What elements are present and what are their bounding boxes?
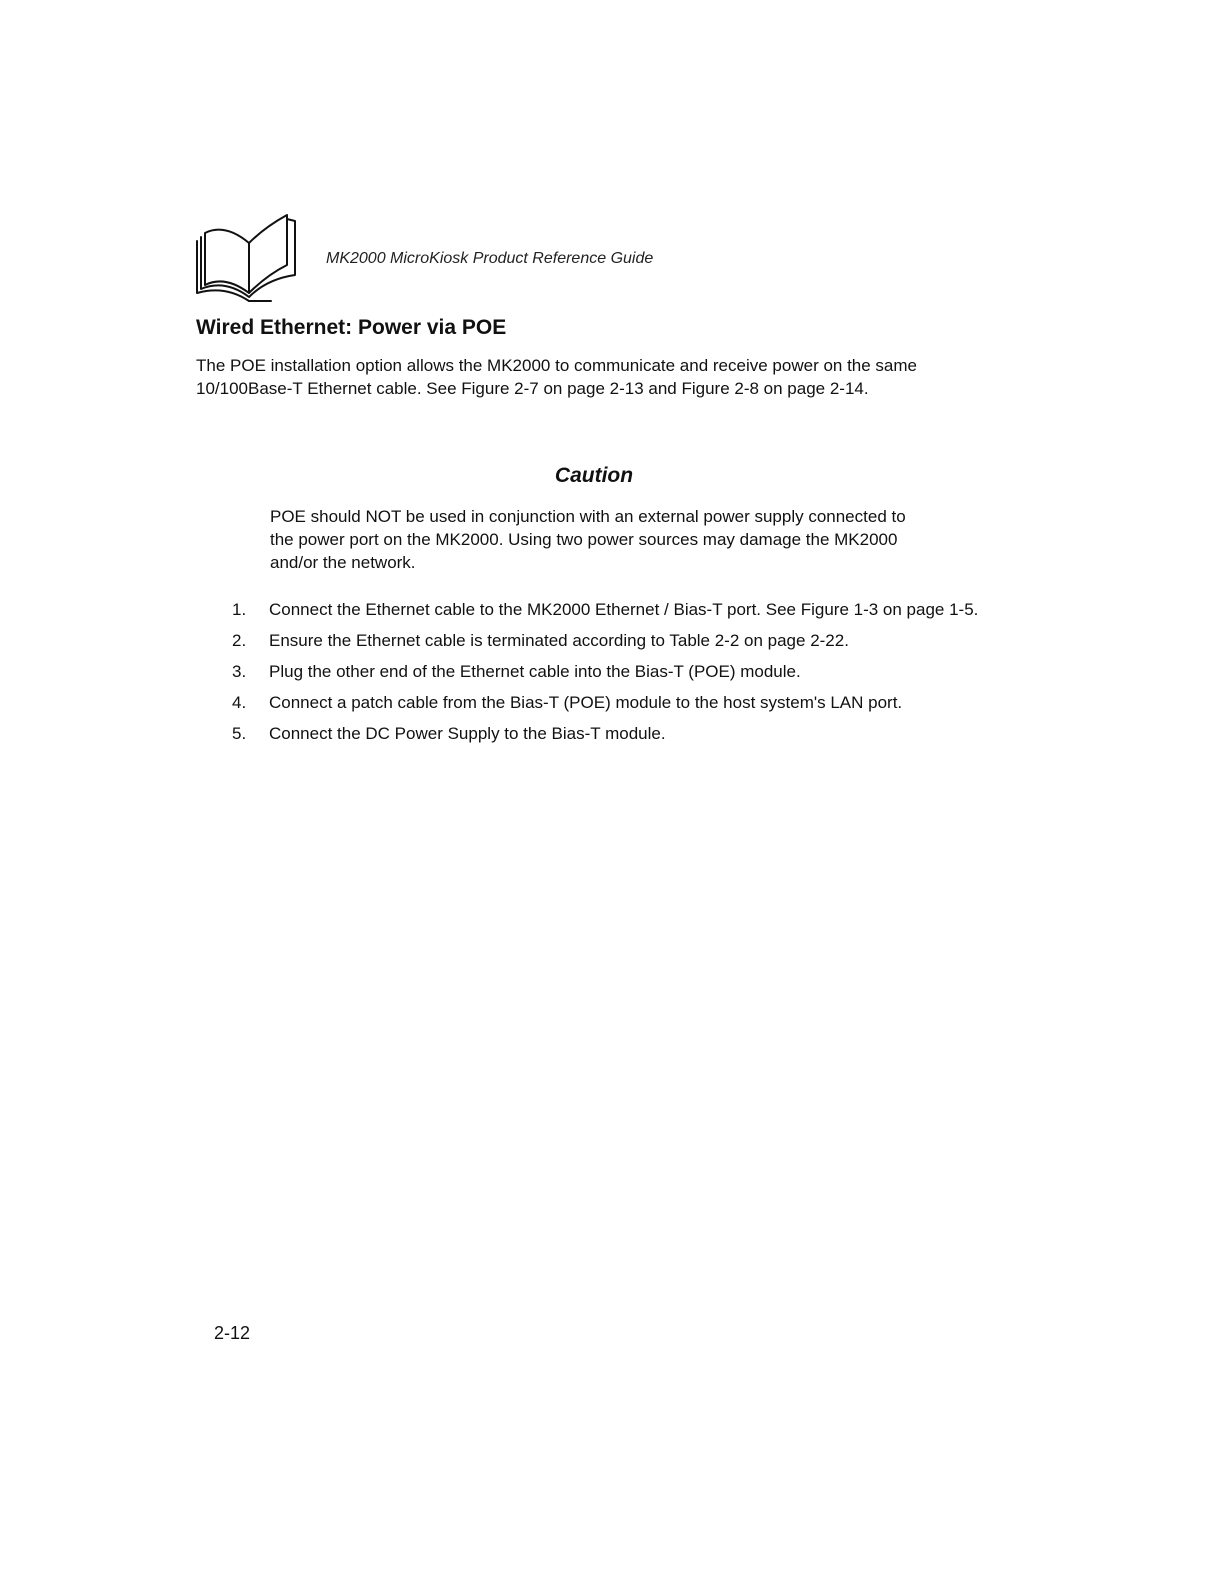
step-number: 5. [232,724,247,743]
step-item [232,598,992,621]
caution-text: POE should NOT be used in conjunction with an external power supply connected to the power port on the MK2000. Using two power sources may damage the MK2000 and/or the network. [270,507,906,572]
running-header: MK2000 MicroKiosk Product Reference Guide [326,250,654,267]
step-number: 1. [232,600,247,619]
steps-list [232,598,992,753]
page-number: 2-12 [214,1323,251,1343]
step-item [232,722,992,745]
open-book-icon [195,213,305,303]
step-number: 2. [232,631,247,650]
section-title: Wired Ethernet: Power via POE [196,316,507,339]
step-item [232,691,992,714]
step-text: Connect the Ethernet cable to the MK2000 Ethernet / Bias-T port. See Figure 1-3 on page 1-5. [269,600,979,619]
step-item [232,660,992,683]
step-number: 4. [232,693,247,712]
step-text: Ensure the Ethernet cable is terminated according to Table 2-2 on page 2-22. [269,631,849,650]
step-text: Connect a patch cable from the Bias-T (POE) module to the host system's LAN port. [269,693,903,712]
intro-paragraph: The POE installation option allows the MK2000 to communicate and receive power on the same 10/100Base-T Ethernet cable. See Figure 2-7 on page 2-13 and Figure 2-8 on page 2-14. [196,356,918,398]
step-text: Plug the other end of the Ethernet cable into the Bias-T (POE) module. [269,662,801,681]
step-text: Connect the DC Power Supply to the Bias-T module. [269,724,666,743]
caution-title: Caution [554,464,634,487]
step-number: 3. [232,662,247,681]
step-item [232,629,992,652]
